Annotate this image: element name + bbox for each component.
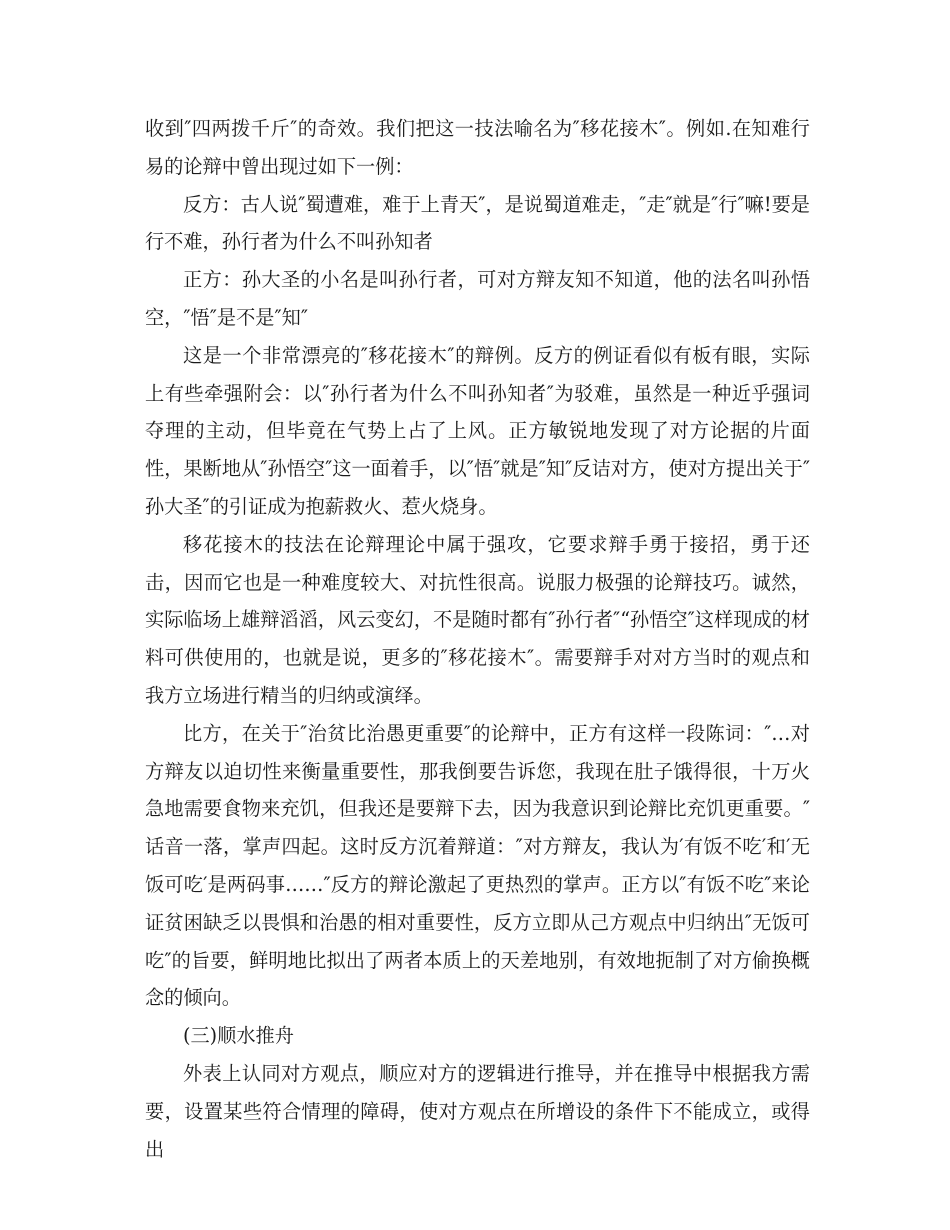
paragraph-continuation: 收到″四两拨千斤″的奇效。我们把这一技法喻名为″移花接木″。例如.在知难行易的论辩中曾出现过如下一例： — [145, 117, 810, 178]
paragraph-positive-side-reply: 正方：孙大圣的小名是叫孙行者，可对方辩友知不知道，他的法名叫孙悟空，″悟″是不是″知″ — [145, 268, 810, 329]
paragraph-example-analysis: 这是一个非常漂亮的″移花接木″的辩例。反方的例证看似有板有眼，实际上有些牵强附会：以″孙行者为什么不叫孙知者″为驳难，虽然是一种近乎强词夺理的主动，但毕竟在气势上占了上风。正方敏锐地发现了对方论据的片面性，果断地从″孙悟空″这一面着手，以″悟″就是″知″反诘对方，使对方提出关于″孙大圣″的引证成为抱薪救火、惹火烧身。 — [145, 343, 810, 518]
document-body — [145, 110, 810, 1168]
paragraph-technique-explanation: 移花接木的技法在论辩理论中属于强攻，它要求辩手勇于接招，勇于还击，因而它也是一种难度较大、对抗性很高。说服力极强的论辩技巧。诚然，实际临场上雄辩滔滔，风云变幻，不是随时都有″孙行者″“孙悟空″这样现成的材料可供使用的，也就是说，更多的″移花接木″。需要辩手对对方当时的观点和我方立场进行精当的归纳或演绎。 — [145, 532, 810, 707]
paragraph-negative-side-quote: 反方：古人说″蜀遭难，难于上青天″，是说蜀道难走，″走″就是″行″嘛!要是行不难，孙行者为什么不叫孙知者 — [145, 192, 810, 254]
paragraph-section-intro: 外表上认同对方观点，顺应对方的逻辑进行推导，并在推导中根据我方需要，设置某些符合情理的障碍，使对方观点在所增设的条件下不能成立，或得出 — [145, 1061, 810, 1161]
section-heading-shunshui-tuizhou: (三)顺水推舟 — [183, 1024, 294, 1048]
paragraph-poverty-debate-example: 比方，在关于″治贫比治愚更重要″的论辩中，正方有这样一段陈词：″…对方辩友以迫切性来衡量重要性，那我倒要告诉您，我现在肚子饿得很，十万火急地需要食物来充饥，但我还是要辩下去，因为我意识到论辩比充饥更重要。″话音一落，掌声四起。这时反方沉着辩道：″对方辩友，我认为′有饭不吃′和′无饭可吃′是两码事……″反方的辩论激起了更热烈的掌声。正方以″有饭不吃″来论证贫困缺乏以畏惧和治愚的相对重要性，反方立即从己方观点中归纳出″无饭可吃″的旨要，鲜明地比拟出了两者本质上的天差地别，有效地扼制了对方偷换概念的倾向。 — [145, 721, 810, 1010]
